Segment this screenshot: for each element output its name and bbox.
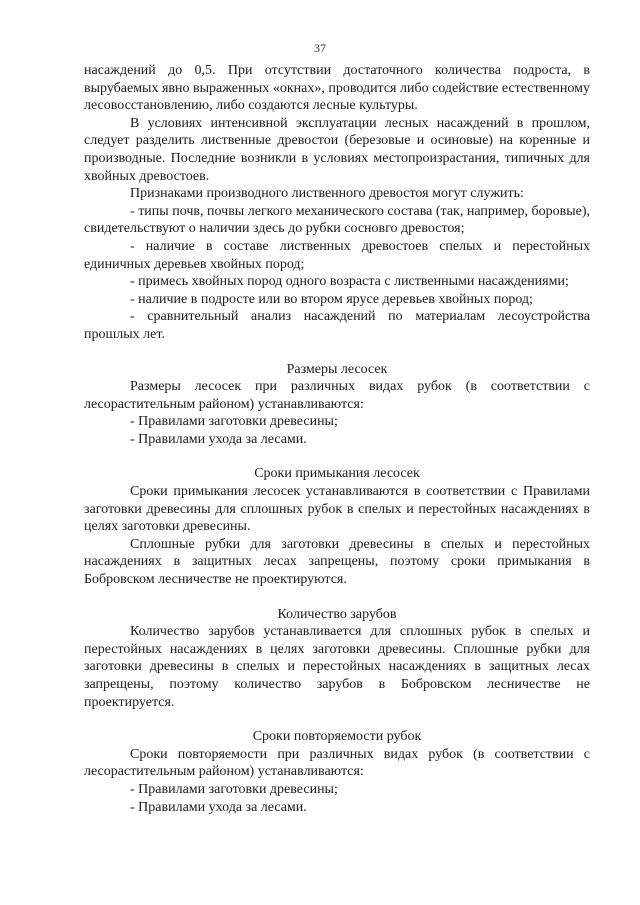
page-body [84, 62, 590, 816]
body-paragraph: Размеры лесосек при различных видах рубок (в соответствии с лесорастительным районом) устанавливаются: [84, 379, 590, 412]
body-paragraph: - примесь хвойных пород одного возраста с лиственными насаждениями; [130, 274, 569, 290]
body-paragraph: - Правилами ухода за лесами. [130, 431, 307, 447]
section-heading: Количество зарубов [277, 606, 397, 622]
body-paragraph: - типы почв, почвы легкого механического состава (так, например, боровые), свидетельствуют о наличии здесь до рубки сосновго древостоя; [84, 203, 590, 237]
body-paragraph: Сплошные рубки для заготовки древесины в спелых и перестойных насаждениях в защитных лесах запрещены, поэтому сроки примыкания в Бобровском лесничестве не проектируются. [84, 536, 590, 588]
page-number: 37 [314, 41, 326, 55]
body-paragraph: - Правилами ухода за лесами. [130, 799, 307, 815]
section-heading: Сроки примыкания лесосек [254, 466, 420, 482]
section-heading: Размеры лесосек [286, 361, 388, 377]
body-paragraph: Сроки повторяемости при различных видах рубок (в соответствии с лесорастительным районом) устанавливаются: [84, 746, 590, 780]
body-paragraph: - Правилами заготовки древесины; [130, 414, 338, 430]
body-paragraph: - наличие в подросте или во втором ярусе деревьев хвойных пород; [130, 291, 533, 307]
body-paragraph: В условиях интенсивной эксплуатации лесных насаждений в прошлом, следует разделить лиственные древостои (березовые и осиновые) на коренные и производные. Последние возникли в условиях местопроизрастания, типичных для хвойных древостоев. [84, 115, 590, 184]
body-paragraph: насаждений до 0,5. При отсутствии достаточного количества подроста, в вырубаемых явно выраженных «окнах», проводится либо содействие естественному лесовосстановлению, либо создаются лесные культуры. [84, 63, 590, 114]
body-paragraph: Сроки примыкания лесосек устанавливаются в соответствии с Правилами заготовки древесины для сплошных рубок в спелых и перестойных насаждениях в целях заготовки древесины. [84, 484, 590, 535]
body-paragraph: - наличие в составе лиственных древостоев спелых и перестойных единичных деревьев хвойных пород; [84, 238, 590, 272]
body-paragraph: Признаками производного лиственного древостоя могут служить: [130, 186, 524, 202]
body-paragraph: Количество зарубов устанавливается для сплошных рубок в спелых и перестойных насаждениях в целях заготовки древесины. Сплошные рубки для заготовки древесины в спелых и перестойных насаждениях в защитных лесах запрещены, поэтому количество зарубов в Бобровском лесничестве не проектируется. [84, 624, 590, 710]
body-paragraph: - Правилами заготовки древесины; [130, 781, 338, 797]
section-heading: Сроки повторяемости рубок [252, 729, 422, 745]
body-paragraph: - сравнительный анализ насаждений по материалам лесоустройства прошлых лет. [84, 309, 590, 342]
